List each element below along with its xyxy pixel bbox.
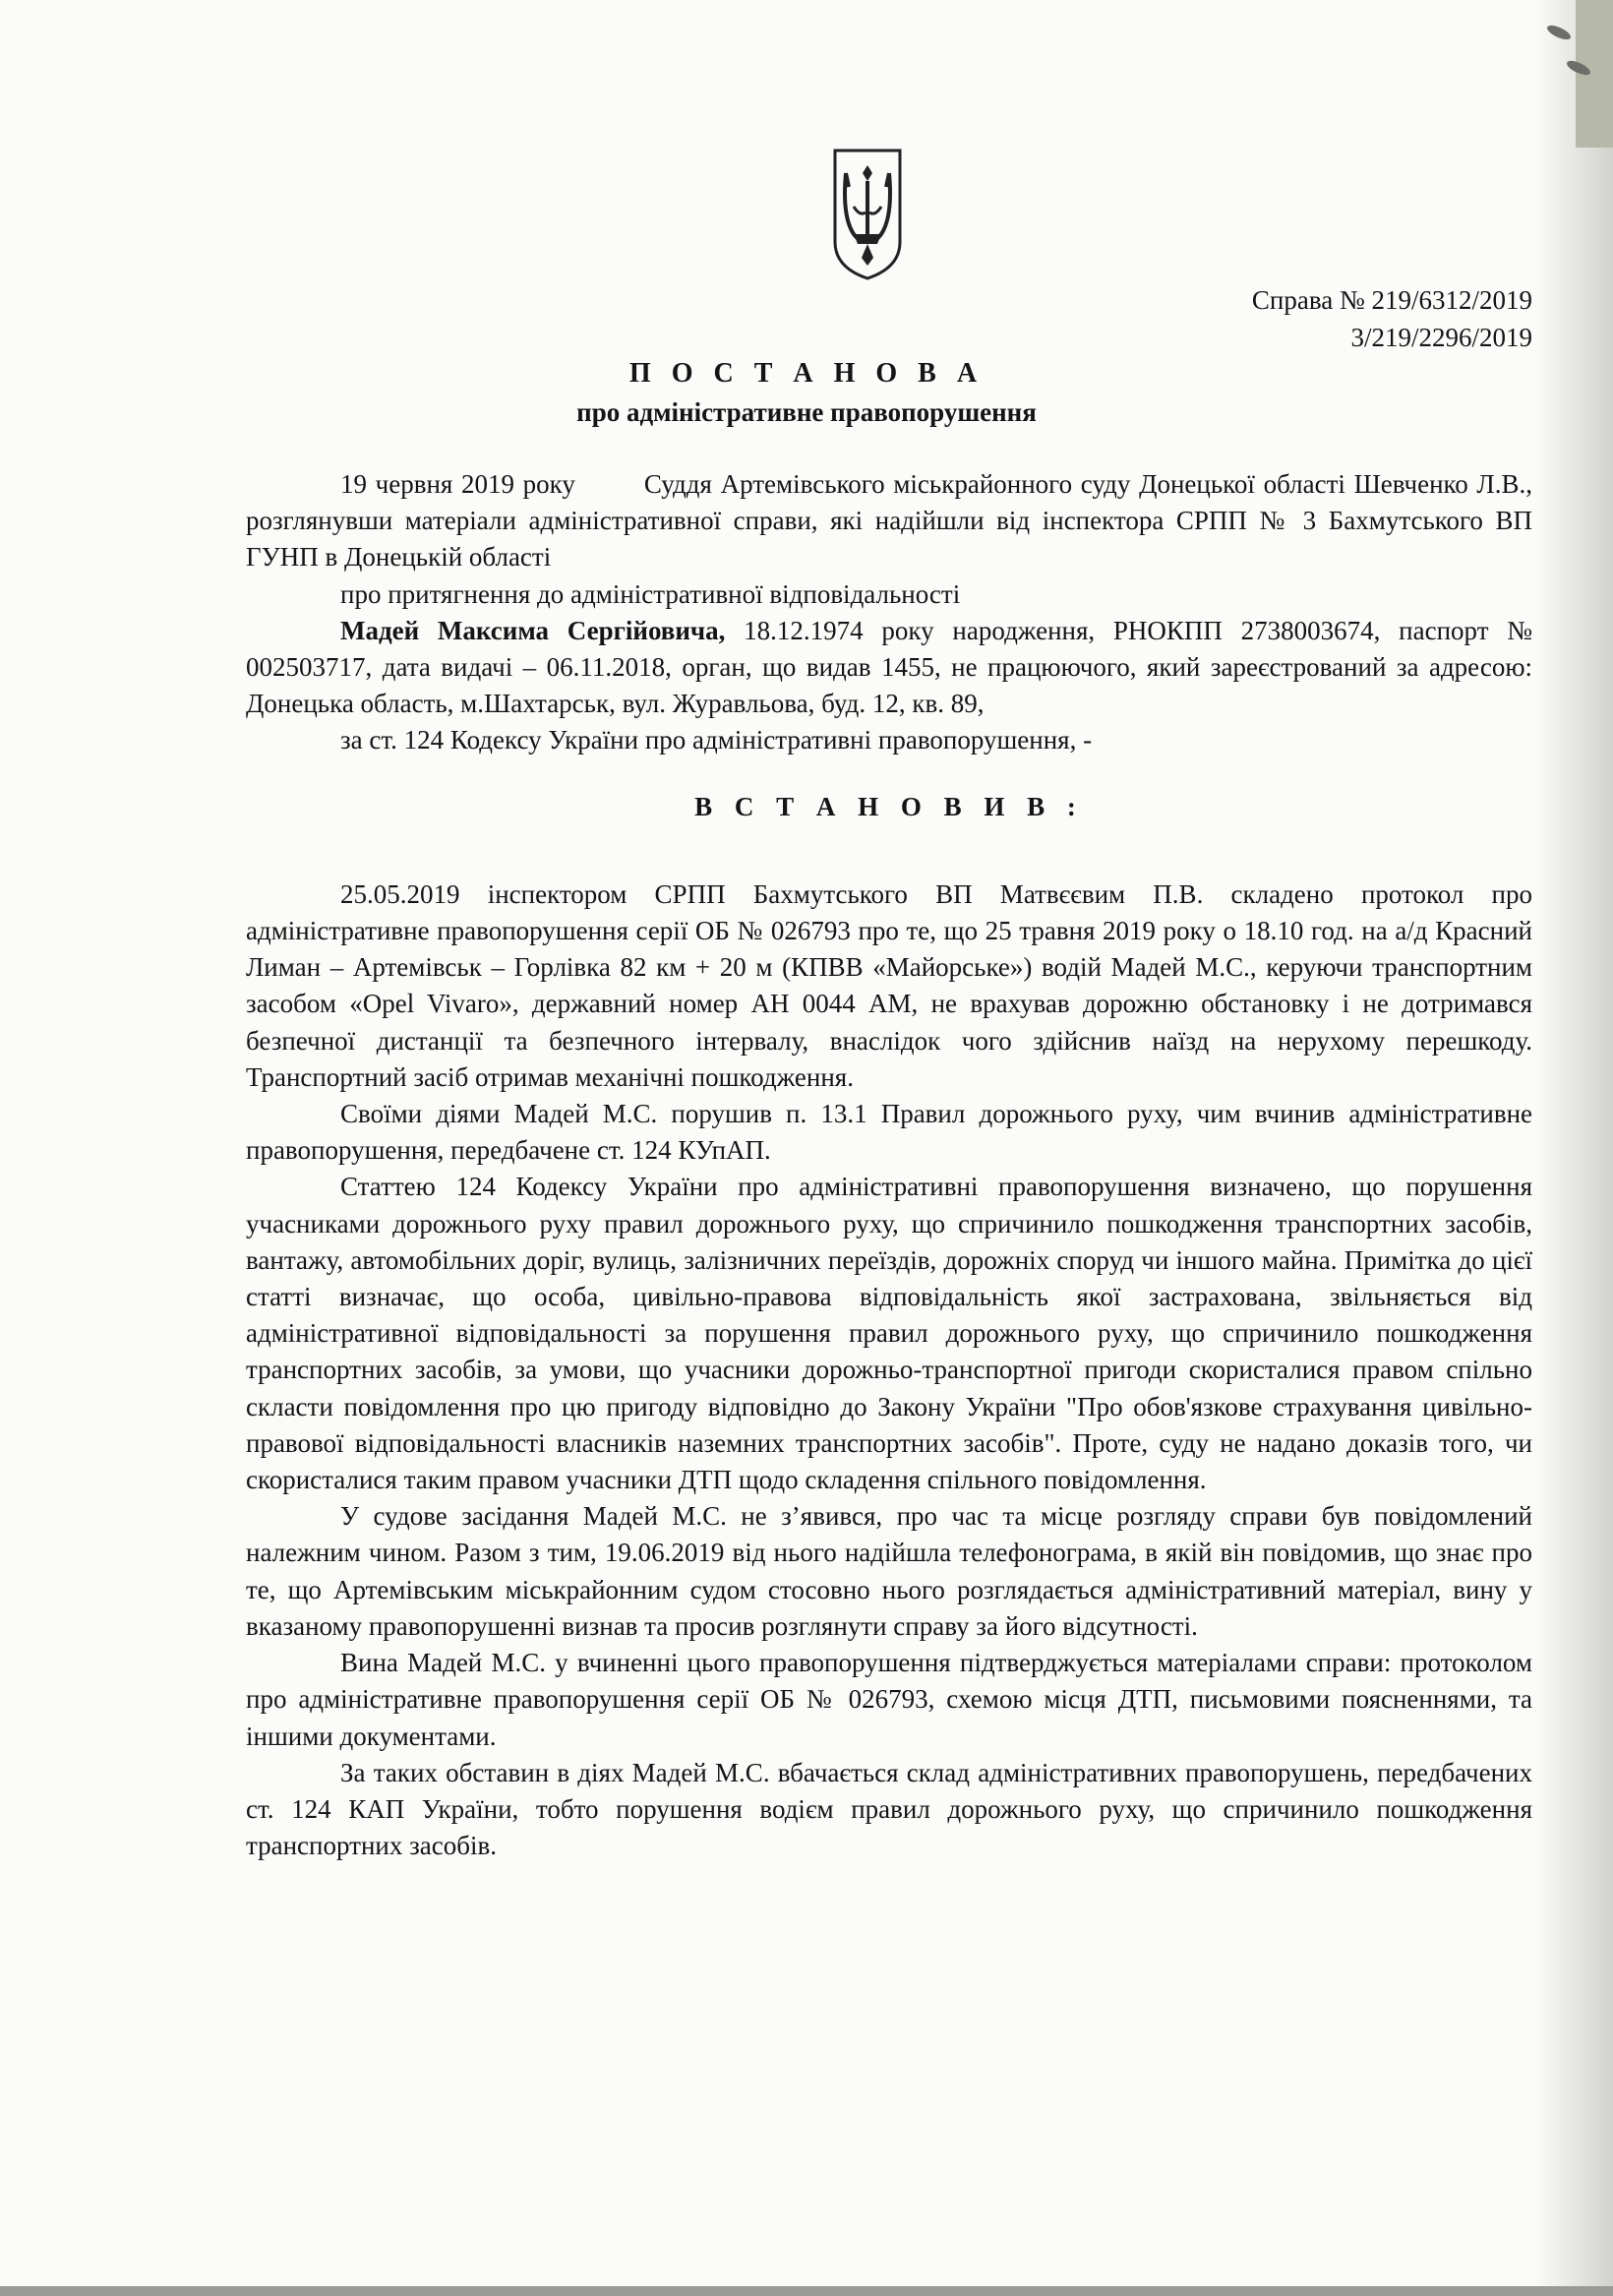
scan-bottom-edge (0, 2286, 1613, 2296)
body-paragraph: Статтею 124 Кодексу України про адміністративні правопорушення визначено, що порушення учасниками дорожнього руху правил дорожнього руху, що спричинило пошкодження транспортних засобів, вантажу, автомобільних доріг, вулиць, залізничних переїздів, дорожніх споруд чи іншого майна. Примітка до цієї статті визначає, що особа, цивільно-правова відповідальність якої застрахована, звільняється від адміністративної відповідальності за порушення правил дорожнього руху, що спричинило пошкодження транспортних засобів, за умови, що учасники дорожньо-транспортної пригоди скористалися правом спільно скласти повідомлення про цю пригоду відповідно до Закону України "Про обов'язкове страхування цивільно-правової відповідальності власників наземних транспортних засобів". Проте, суду не надано доказів того, чи скористалися таким правом учасники ДТП щодо складення спільного повідомлення. (246, 1172, 1532, 1495)
body-paragraph: 25.05.2019 інспектором СРПП Бахмутського ВП Матвєєвим П.В. складено протокол про адміністративне правопорушення серії ОБ № 026793 про те, що 25 травня 2019 року о 18.10 год. на а/д Красний Лиман – Артемівськ – Горлівка 82 км + 20 м (КПВВ «Майорське») водій Мадей М.С., керуючи транспортним засобом «Opel Vivaro», державний номер АН 0044 АМ, не врахував дорожню обстановку і не дотримався безпечної дистанції та безпечного інтервалу, внаслідок чого здійснив наїзд на нерухому перешкоду. Транспортний засіб отримав механічні пошкодження. (246, 878, 1532, 1092)
document-title: П О С Т А Н О В А (628, 358, 985, 389)
document-subtitle: про адміністративне правопорушення (576, 397, 1037, 427)
person-paragraph (246, 613, 1532, 723)
case-number-line-2: 3/219/2296/2019 (1350, 323, 1532, 352)
body-paragraph: Своїми діями Мадей М.С. порушив п. 13.1 Правил дорожнього руху, чим вчинив адміністративне правопорушення, передбачене ст. 124 КУпАП. (246, 1099, 1532, 1166)
page-edge-shadow (1534, 0, 1613, 2296)
trident-coat-of-arms-icon (832, 148, 903, 281)
case-number-line-1: Справа № 219/6312/2019 (1251, 285, 1532, 315)
article-paragraph: за ст. 124 Кодексу України про адміністративні правопорушення, - (340, 725, 1093, 755)
document-body (246, 466, 1532, 1864)
intro-text: Суддя Артемівського міськрайонного суду Донецької області Шевченко Л.В., розглянувши матеріали адміністративної справи, які надійшли від інспектора СРПП № 3 Бахмутського ВП ГУНП в Донецькій області (246, 469, 1532, 573)
section-heading-established: В С Т А Н О В И В : (694, 791, 1084, 821)
decision-date: 19 червня 2019 року (340, 469, 575, 499)
body-paragraph: У судове засідання Мадей М.С. не з’явився, про час та місце розгляду справи був повідомлений належним чином. Разом з тим, 19.06.2019 від нього надійшла телефонограма, в якій він повідомив, що знає про те, що Артемівським міськрайонним судом стосовно нього розглядається адміністративний матеріал, вину у вказаному правопорушенні визнав та просив розглянути справу за його відсутності. (246, 1501, 1532, 1641)
intro-paragraph (246, 466, 1532, 576)
body-paragraph: За таких обставин в діях Мадей М.С. вбачається склад адміністративних правопорушень, передбачених ст. 124 КАП України, тобто порушення водієм правил дорожнього руху, що спричинило пошкодження транспортних засобів. (246, 1757, 1532, 1861)
case-number-block (1252, 281, 1532, 356)
body-paragraph: Вина Мадей М.С. у вчиненні цього правопорушення підтверджується матеріалами справи: протоколом про адміністративне правопорушення серії ОБ № 026793, схемою місця ДТП, письмовими поясненнями, та іншими документами. (246, 1648, 1532, 1751)
person-name: Мадей Максима Сергійовича, (340, 615, 726, 645)
person-details: 18.12.1974 року народження, РНОКПП 2738003674, паспорт № 002503717, дата видачі – 06.11.2018, орган, що видав 1455, не працюючого, який зареєстрований за адресою: Донецька область, м.Шахтарськ, вул. Журавльова, буд. 12, кв. 89, (246, 615, 1533, 719)
subject-paragraph: про притягнення до адміністративної відповідальності (340, 578, 961, 609)
